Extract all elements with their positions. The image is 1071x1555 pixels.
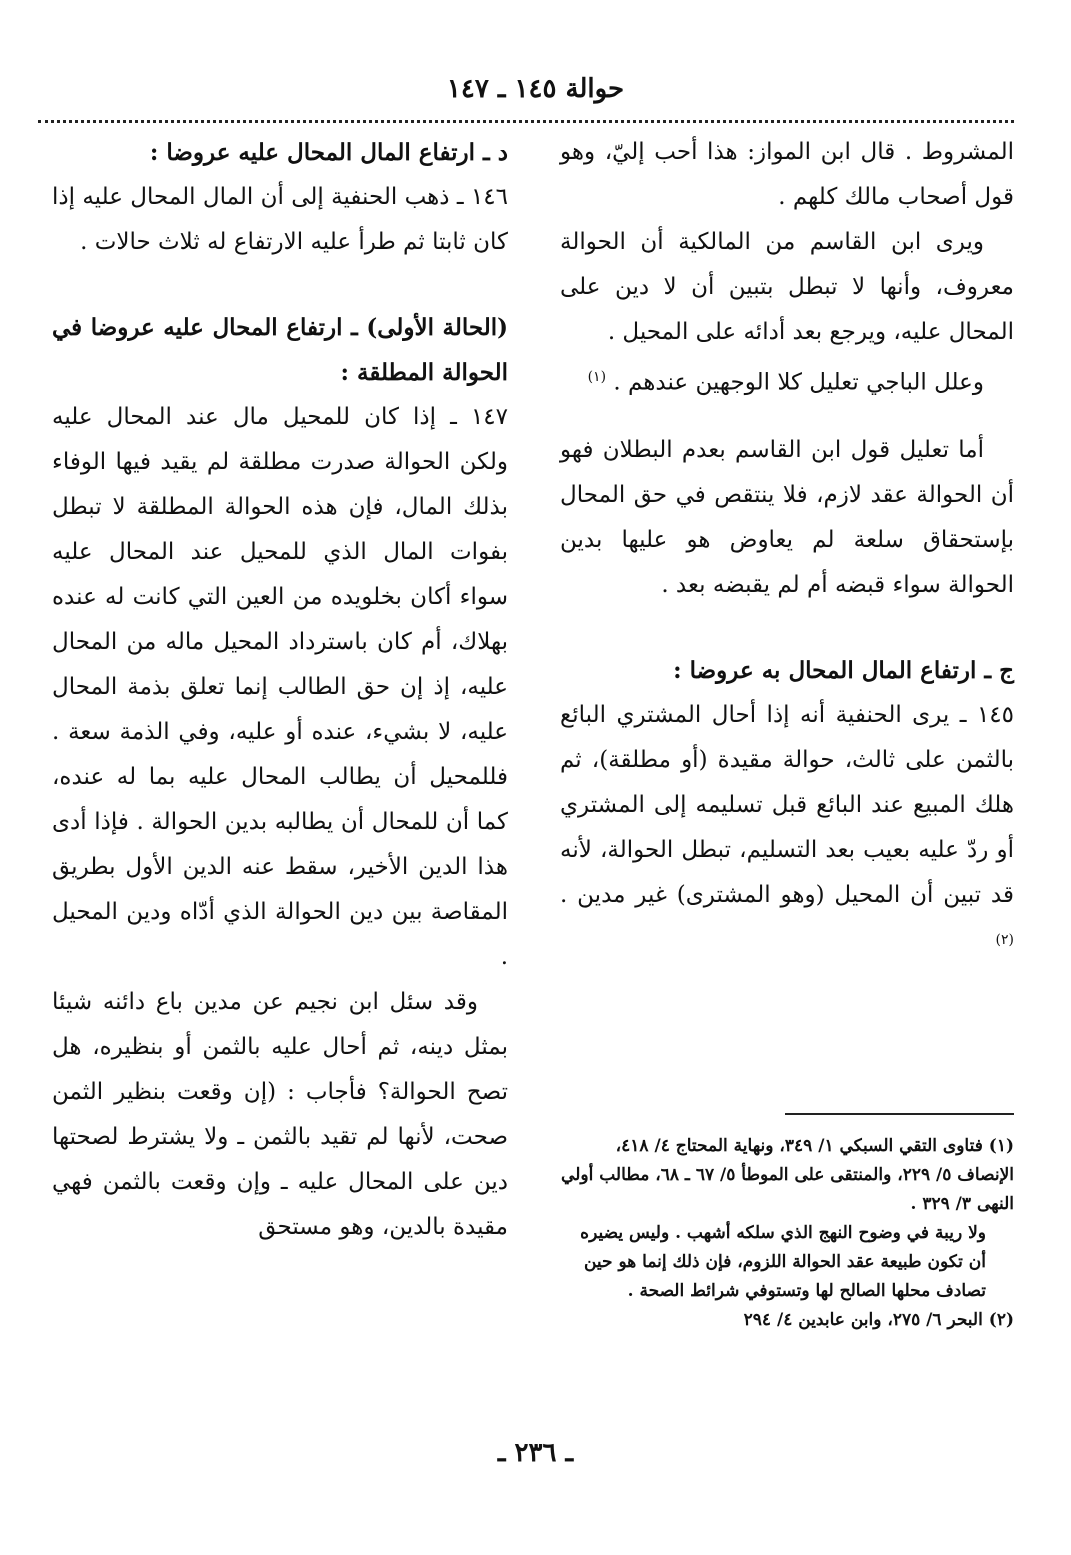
section-heading: ج ـ ارتفاع المال المحال به عروضا : [673,656,1014,684]
footnote: (٢) البحر ٦/ ٢٧٥، وابن عابدين ٤/ ٢٩٤ [743,1310,1014,1330]
footnote-reference: (١) [587,369,607,385]
paragraph: ١٤٦ ـ ذهب الحنفية إلى أن المال المحال عليه إذا كان ثابتا ثم طرأ عليه الارتفاع له ثلاث حالات . [52,184,508,255]
footnote-note: ولا ريبة في وضوح النهج الذي سلكه أشهب . وليس يضيره أن تكون طبيعة عقد الحوالة اللزوم، فإن ذلك إنما هو حين تصادف محلها الصالح لها وتستوفي شرائط الصحة . [580,1223,986,1301]
footnote-separator [785,1113,1014,1115]
header-dotted-rule [38,120,1014,123]
paragraph-text: ١٤٥ ـ يرى الحنفية أنه إذا أحال المشتري البائع بالثمن على ثالث، حوالة مقيدة (أو مطلقة)، ثم هلك المبيع عند البائع قبل تسليمه إلى المشتري أو ردّ عليه بعيب بعد التسليم، تبطل الحوالة، لأنه قد تبين أن المحيل (وهو المشترى) غير مدين . [560,701,1014,908]
running-header: حوالة ١٤٥ ـ ١٤٧ [446,74,625,104]
paragraph [560,693,1014,969]
paragraph: ويرى ابن القاسم من المالكية أن الحوالة معروف، وأنها لا تبطل بتبين أن لا دين على المحال عليه، ويرجع بعد أدائه على المحيل . [560,229,1014,345]
paragraph: أما تعليل قول ابن القاسم بعدم البطلان فهو أن الحوالة عقد لازم، فلا ينتقص في حق المحال بإستحقاق سلعة لم يعاوض هو عليها بدين الحوالة سواء قبضه أم لم يقبضه بعد . [560,436,1014,598]
footnote: (١) فتاوى التقي السبكي ١/ ٣٤٩، ونهاية المحتاج ٤/ ٤١٨، الإنصاف ٥/ ٢٢٩، والمنتقى على الموطأ ٥/ ٦٧ ـ ٦٨، مطالب أولي النهى ٣/ ٣٢٩ . [561,1136,1014,1214]
footnotes [560,1132,1014,1335]
paragraph: وقد سئل ابن نجيم عن مدين باع دائنه شيئا بمثل دينه، ثم أحال عليه بالثمن أو بنظيره، هل تصح الحوالة؟ فأجاب : (إن وقعت بنظير الثمن صحت، لأنها لم تقيد بالثمن ـ ولا يشترط لصحتها دين على المحال عليه ـ وإن وقعت بالثمن فهي مقيدة بالدين، وهو مستحق [52,989,508,1240]
paragraph-text: وعلل الباجي تعليل كلا الوجهين عندهم . [613,369,984,396]
paragraph: ١٤٧ ـ إذا كان للمحيل مال عند المحال عليه ولكن الحوالة صدرت مطلقة لم يقيد فيها الوفاء بذلك المال، فإن هذه الحوالة المطلقة لا تبطل بفوات المال الذي للمحيل عند المحال عليه سواء أكان بخلويده من العين التي كانت له عنده بهلاك، أم كان باسترداد المحيل ماله من المحال عليه، إذ إن حق الطالب إنما تعلق بذمة المحال عليه، لا بشيء، عنده أو عليه، وفي الذمة سعة . فللمحيل أن يطالب المحال عليه بما له عنده، كما أن للمحال أن يطالبه بدين الحوالة . فإذا أدى هذا الدين الأخير، سقط عنه الدين الأول بطريق المقاصة بين دين الحوالة الذي أدّاه ودين المحيل . [52,404,508,970]
right-column [560,130,1014,968]
sub-heading: (الحالة الأولى) ـ ارتفاع المحال عليه عروضا في الحوالة المطلقة : [52,314,508,386]
paragraph: المشروط . قال ابن المواز: هذا أحب إليّ، وهو قول أصحاب مالك كلهم . [560,139,1014,210]
section-heading: د ـ ارتفاع المال المحال عليه عروضا : [149,139,508,166]
page-number: ـ ٢٣٦ ـ [497,1438,574,1468]
left-column [52,130,508,1250]
paragraph [560,355,1014,406]
footnote-reference: (٢) [995,931,1014,948]
